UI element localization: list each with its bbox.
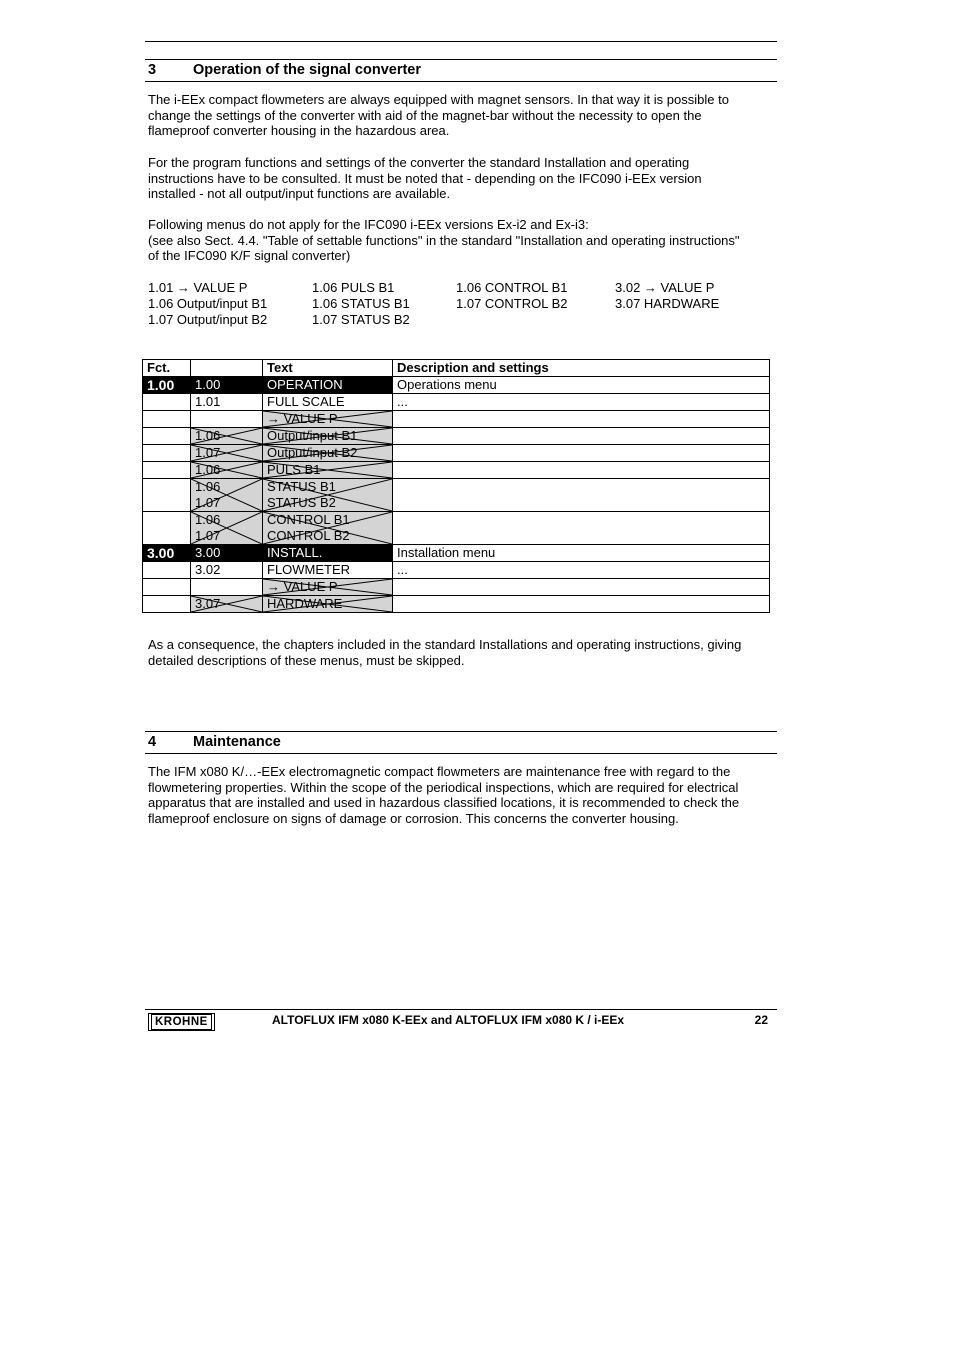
section3-rule-top — [145, 59, 777, 60]
function-item: 1.07 Output/input B2 — [148, 311, 268, 327]
table-row — [143, 428, 770, 445]
cell-text: 1.01 — [195, 394, 221, 409]
table-row — [143, 545, 770, 562]
cell-fct — [143, 512, 191, 545]
function-column — [456, 280, 568, 312]
section3-para3 — [148, 217, 773, 264]
text-line: change the settings of the converter with aid of the magnet-bar without the necessity to open the — [148, 107, 702, 123]
cell-text: OPERATION — [267, 377, 343, 392]
cell-fct — [143, 545, 191, 562]
function-item: 1.07 CONTROL B2 — [456, 295, 568, 311]
cell-text — [263, 428, 393, 445]
table-row — [143, 462, 770, 479]
cell-text: PULS B1 — [267, 462, 321, 477]
cell-description — [393, 411, 770, 428]
function-item: 1.06 CONTROL B1 — [456, 280, 568, 295]
text-line: installed - not all output/input functions are available. — [148, 186, 451, 202]
section3-para2 — [148, 155, 773, 202]
cell-text: STATUS B2 — [267, 495, 336, 510]
text-line: The IFM x080 K/…-EEx electromagnetic compact flowmeters are maintenance free with regard to the — [148, 764, 731, 779]
cell-text — [263, 394, 393, 411]
cell-text — [263, 545, 393, 562]
header-description: Description and settings — [393, 360, 770, 377]
cell-fct — [143, 428, 191, 445]
cell-description — [393, 377, 770, 394]
cell-text: 3.02 — [195, 562, 221, 577]
cell-text: Output/input B2 — [267, 445, 358, 460]
section3-heading — [148, 62, 421, 78]
cell-text — [263, 411, 393, 428]
text-line: (see also Sect. 4.4. "Table of settable functions" in the standard "Installation and operating instructions" — [148, 232, 740, 248]
cell-sub — [191, 445, 263, 462]
function-column — [615, 280, 719, 312]
section4-rule-bottom — [145, 753, 777, 754]
cell-text: 1.06 — [195, 512, 221, 527]
cell-sub — [191, 545, 263, 562]
cell-sub — [191, 411, 263, 428]
function-item: 1.06 Output/input B1 — [148, 295, 268, 311]
table-row — [143, 445, 770, 462]
top-rule — [145, 41, 777, 42]
cell-text: 3.00 — [195, 545, 221, 560]
table-row — [143, 479, 770, 512]
cell-text: INSTALL. — [267, 545, 323, 560]
section3-number: 3 — [148, 62, 157, 78]
cell-text: 1.07 — [195, 495, 221, 510]
cell-sub — [191, 512, 263, 545]
section4-rule-top — [145, 731, 777, 732]
cell-text: 1.07 — [195, 445, 221, 460]
text-line: For the program functions and settings of the converter the standard Installation and operating — [148, 155, 690, 170]
cell-fct — [143, 579, 191, 596]
cell-text: CONTROL B1 — [267, 512, 350, 527]
text-line: instructions have to be consulted. It must be noted that - depending on the IFC090 i-EEx version — [148, 170, 702, 186]
section3-para4 — [148, 637, 773, 668]
krohne-logo — [148, 1013, 215, 1031]
text-line: flameproof converter housing in the hazardous area. — [148, 123, 450, 139]
cell-sub — [191, 479, 263, 512]
cell-text: 1.00 — [147, 377, 175, 393]
cell-text: ... — [397, 562, 408, 577]
table-row — [143, 562, 770, 579]
cell-description — [393, 596, 770, 613]
cell-fct — [143, 596, 191, 613]
cell-description — [393, 562, 770, 579]
cell-text — [263, 445, 393, 462]
cell-description — [393, 462, 770, 479]
function-column — [312, 280, 410, 327]
cell-text: 1.06 — [195, 462, 221, 477]
header-text: Text — [263, 360, 393, 377]
cell-sub — [191, 428, 263, 445]
cell-text: 3.00 — [147, 545, 175, 561]
cell-text: 1.07 — [195, 528, 221, 543]
text-line: apparatus that are installed and used in hazardous classified locations, it is recommended to check the — [148, 795, 740, 811]
page-number: 22 — [754, 1013, 768, 1027]
function-item: 3.07 HARDWARE — [615, 295, 720, 311]
cell-text: Installation menu — [397, 545, 496, 560]
cell-text: HARDWARE — [267, 596, 343, 611]
cell-description — [393, 579, 770, 596]
cell-text: Operations menu — [397, 377, 497, 392]
function-item: 1.07 STATUS B2 — [312, 311, 410, 327]
cell-sub — [191, 596, 263, 613]
function-item: 1.01 → VALUE P — [148, 280, 248, 295]
footer-title: ALTOFLUX IFM x080 K-EEx and ALTOFLUX IFM x080 K / i-EEx — [272, 1013, 625, 1027]
table-row — [143, 579, 770, 596]
section3-title: Operation of the signal converter — [193, 62, 422, 78]
cell-text: FULL SCALE — [267, 394, 345, 409]
cell-text: STATUS B1 — [267, 479, 336, 494]
section3-rule-bottom — [145, 81, 777, 82]
text-line: Following menus do not apply for the IFC090 i-EEx versions Ex-i2 and Ex-i3: — [148, 217, 589, 232]
table-row — [143, 394, 770, 411]
function-column — [148, 280, 267, 327]
cell-fct — [143, 411, 191, 428]
header-fct: Fct. — [143, 360, 191, 377]
cell-text: 3.07 — [195, 596, 221, 611]
table-row — [143, 512, 770, 545]
section4-para1 — [148, 764, 773, 826]
table-row — [143, 411, 770, 428]
cell-description — [393, 545, 770, 562]
text-line: flameproof enclosure on signs of damage or corrosion. This concerns the converter housing. — [148, 810, 679, 826]
cell-sub — [191, 579, 263, 596]
cell-fct — [143, 479, 191, 512]
cell-sub — [191, 462, 263, 479]
cell-text — [263, 512, 393, 545]
cell-text: → VALUE P — [267, 579, 338, 594]
cell-description — [393, 394, 770, 411]
cell-fct — [143, 562, 191, 579]
cell-text: 1.06 — [195, 428, 221, 443]
table-row — [143, 377, 770, 394]
cell-fct — [143, 377, 191, 394]
cell-sub — [191, 562, 263, 579]
logo-text: KROHNE — [151, 1014, 212, 1030]
footer-rule — [145, 1009, 777, 1010]
cell-text — [263, 462, 393, 479]
cell-text: CONTROL B2 — [267, 528, 350, 543]
cell-description — [393, 479, 770, 512]
text-line: flowmetering properties. Within the scope of the periodical inspections, which are required for electrical — [148, 779, 739, 795]
cell-description — [393, 445, 770, 462]
cell-description — [393, 512, 770, 545]
cell-text — [263, 479, 393, 512]
cell-fct — [143, 394, 191, 411]
cell-text: → VALUE P — [267, 411, 338, 426]
cell-text: FLOWMETER — [267, 562, 351, 577]
cell-text: 1.00 — [195, 377, 221, 392]
section4-title: Maintenance — [193, 734, 281, 750]
cell-text — [263, 562, 393, 579]
text-line: of the IFC090 K/F signal converter) — [148, 248, 351, 264]
function-item: 3.02 → VALUE P — [615, 280, 715, 295]
function-table — [142, 359, 770, 613]
cell-fct — [143, 445, 191, 462]
section3-para1 — [148, 92, 773, 139]
text-line: detailed descriptions of these menus, must be skipped. — [148, 652, 465, 668]
section4-number: 4 — [148, 734, 157, 750]
cell-sub — [191, 377, 263, 394]
cell-sub — [191, 394, 263, 411]
cell-text — [263, 377, 393, 394]
cell-text: 1.06 — [195, 479, 221, 494]
text-line: As a consequence, the chapters included in the standard Installations and operating instructions, giving — [148, 637, 742, 652]
section4-heading — [148, 734, 281, 750]
header-sub — [191, 360, 263, 377]
function-item: 1.06 STATUS B1 — [312, 295, 410, 311]
page-footer — [148, 1012, 768, 1032]
cell-text — [263, 579, 393, 596]
table-header-row — [143, 360, 770, 377]
cell-description — [393, 428, 770, 445]
function-item: 1.06 PULS B1 — [312, 280, 395, 295]
text-line: The i-EEx compact flowmeters are always equipped with magnet sensors. In that way it is possible to — [148, 92, 729, 107]
cell-fct — [143, 462, 191, 479]
cell-text: ... — [397, 394, 408, 409]
table-row — [143, 596, 770, 613]
cell-text — [263, 596, 393, 613]
cell-text: Output/input B1 — [267, 428, 358, 443]
